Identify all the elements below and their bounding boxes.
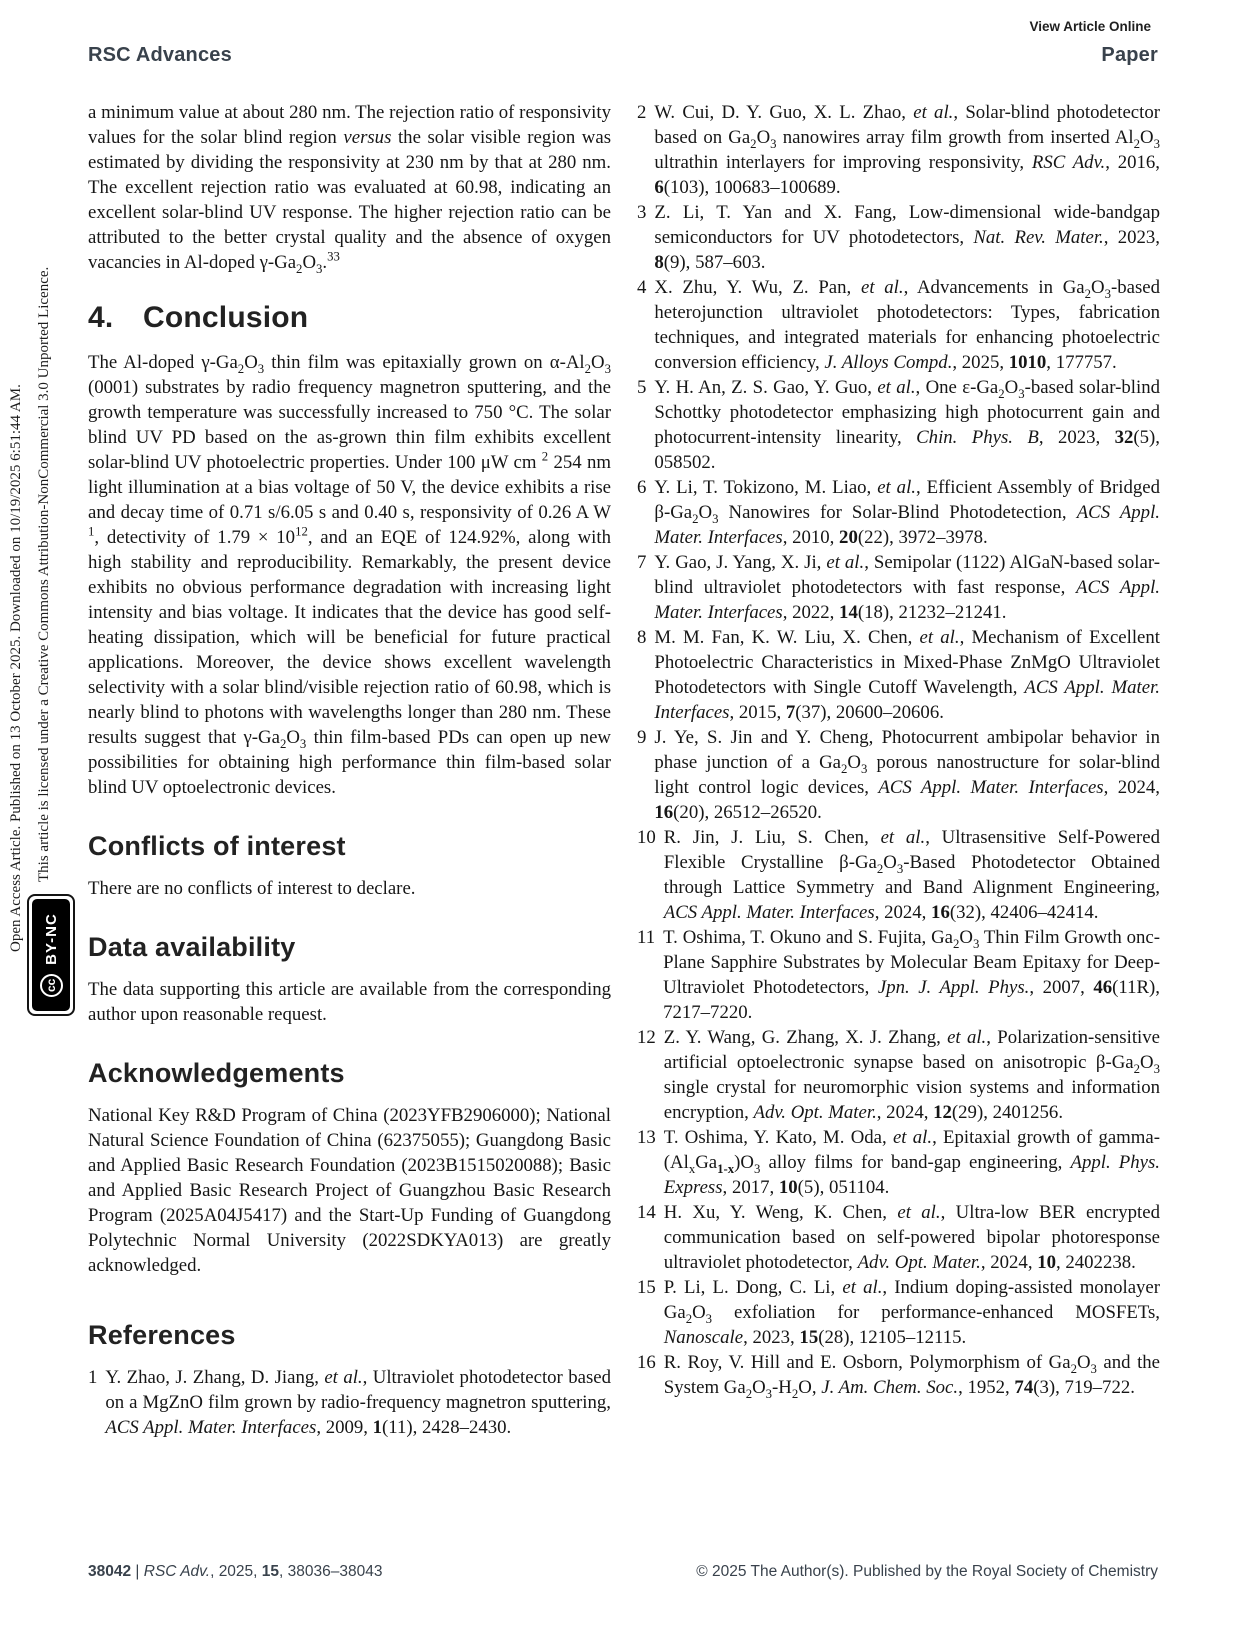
reference-item	[637, 625, 1160, 725]
reference-text: P. Li, L. Dong, C. Li, et al., Indium doping-assisted monolayer $Ga_2O_3$ exfoliation for performance-enhanced MOSFETs, Nanoscale, 2023, 15(28), 12105–12115.	[663, 1277, 1161, 1348]
reference-text: R. Jin, J. Liu, S. Chen, et al., Ultrasensitive Self-Powered Flexible Crystalline $\beta-Ga_2O_3$-Based Photodetector Obtained through Lattice Symmetry and Band Alignment Engineering, ACS Appl. Mater. Interfaces, 2024, 16(32), 42406–42414.	[663, 827, 1160, 923]
reference-number: 13	[637, 1127, 656, 1148]
reference-number: 4	[637, 277, 647, 298]
reference-number: 1	[88, 1367, 98, 1388]
reference-item	[637, 1350, 1160, 1400]
left-column	[88, 100, 611, 1440]
reference-number: 8	[637, 627, 647, 648]
right-column	[637, 100, 1160, 1400]
license-text-published: Open Access Article. Published on 13 October 2025. Downloaded on 10/19/2025 6:51:44 AM.	[8, 384, 24, 952]
reference-number: 15	[637, 1277, 656, 1298]
reference-text: J. Ye, S. Jin and Y. Cheng, Photocurrent ambipolar behavior in phase junction of a $Ga_2O_3$ porous nanostructure for solar-blind light control logic devices, ACS Appl. Mater. Interfaces, 2024, 16(20), 26512–26520.	[654, 727, 1160, 823]
reference-number: 5	[637, 377, 647, 398]
reference-item	[637, 1125, 1160, 1200]
reference-list-right	[637, 100, 1160, 1400]
reference-number: 12	[637, 1027, 656, 1048]
reference-number: 16	[637, 1352, 656, 1373]
conclusion-heading-number: 4.	[88, 301, 114, 334]
reference-number: 11	[637, 927, 656, 948]
reference-text: Y. Zhao, J. Zhang, D. Jiang, et al., Ultraviolet photodetector based on a MgZnO film grown by radio-frequency magnetron sputtering, ACS Appl. Mater. Interfaces, 2009, 1(11), 2428–2430.	[105, 1367, 611, 1438]
intro-paragraph: a minimum value at about 280 nm. The rejection ratio of responsivity values for the solar blind region versus the solar visible region was estimated by dividing the responsivity at 230 nm by that at 280 nm. The excellent rejection ratio was evaluated at 60.98, indicating an excellent solar-blind UV response. The higher rejection ratio can be attributed to the better crystal quality and the absence of oxygen vacancies in Al-doped $\gamma-Ga_2O_3.^{33}$	[88, 102, 611, 276]
reference-number: 10	[637, 827, 656, 848]
reference-item	[637, 725, 1160, 825]
reference-item	[637, 550, 1160, 625]
article-type-label: Paper	[1101, 44, 1158, 66]
conclusion-heading-title: Conclusion	[143, 301, 309, 334]
reference-number: 2	[637, 102, 647, 123]
page-footer	[88, 1563, 1158, 1581]
reference-text: R. Roy, V. Hill and E. Osborn, Polymorphism of $Ga_2O_3$ and the System $Ga_2O_3-H_2O$, J. Am. Chem. Soc., 1952, 74(3), 719–722.	[663, 1352, 1161, 1401]
journal-citation: RSC Adv., 2025, 15, 38036–38043	[143, 1563, 383, 1580]
reference-list-left	[88, 1365, 611, 1440]
reference-text: T. Oshima, T. Okuno and S. Fujita, $Ga_2O_3$ Thin Film Growth onc-Plane Sapphire Substrates by Molecular Beam Epitaxy for Deep-Ultraviolet Photodetectors, Jpn. J. Appl. Phys., 2007, 46(11R), 7217–7220.	[663, 927, 1161, 1023]
reference-item	[637, 1200, 1160, 1275]
reference-item	[637, 825, 1160, 925]
footer-citation	[88, 1563, 382, 1581]
reference-text: X. Zhu, Y. Wu, Z. Pan, et al., Advancements in $Ga_2O_3$-based heterojunction ultraviolet photodetectors: Types, fabrication techniques, and integrated materials for enhancing photoelectric conversion efficiency, J. Alloys Compd., 2025, 1010, 177757.	[654, 277, 1160, 373]
data-availability-paragraph: The data supporting this article are available from the corresponding author upon reasonable request.	[88, 979, 611, 1025]
acknowledgements-heading: Acknowledgements	[88, 1058, 345, 1088]
cc-badge-inner	[32, 899, 70, 1011]
conflicts-heading: Conflicts of interest	[88, 831, 346, 861]
reference-number: 7	[637, 552, 647, 573]
conclusion-paragraph: The Al-doped $\gamma-Ga_2O_3$ thin film was epitaxially grown on $\alpha-Al_2O_3$ (0001) substrates by radio frequency magnetron sputtering, and the growth temperature was successfully increased to 750 °C. The solar blind UV PD based on the as-grown thin film exhibits excellent solar-blind UV photoelectric properties. Under 100 μW cm $^2$ 254 nm light illumination at a bias voltage of 50 V, the device exhibits a rise and decay time of 0.71 s/6.05 s and 0.40 s, responsivity of 0.26 A W $^1$, detectivity of $1.79 \times 10^{12}$, and an EQE of 124.92%, along with high stability and reproducibility. Remarkably, the present device exhibits no obvious performance degradation with increasing light intensity and bias voltage. It indicates that the device has good self-heating dissipation, which will be beneficial for future practical applications. Moreover, the device shows excellent wavelength selectivity with a solar blind/visible rejection ratio of 60.98, which is nearly blind to photons with wavelengths longer than 280 nm. These results suggest that $\gamma-Ga_2O_3$ thin film-based PDs can open up new possibilities for obtaining high performance thin film-based solar blind UV optoelectronic devices.	[88, 352, 611, 798]
reference-number: 3	[637, 202, 647, 223]
conclusion-heading	[88, 301, 611, 335]
reference-item	[637, 100, 1160, 200]
reference-text: Y. Li, T. Tokizono, M. Liao, et al., Efficient Assembly of Bridged $\beta-Ga_2O_3$ Nanowires for Solar-Blind Photodetection, ACS Appl. Mater. Interfaces, 2010, 20(22), 3972–3978.	[654, 477, 1161, 548]
reference-item	[637, 275, 1160, 375]
license-text-creative-commons: This article is licensed under a Creative Commons Attribution-NonCommercial 3.0 Unported Licence.	[36, 266, 52, 882]
references-heading: References	[88, 1320, 236, 1350]
page-number: 38042	[88, 1563, 132, 1580]
conflicts-paragraph: There are no conflicts of interest to declare.	[88, 878, 416, 899]
reference-item	[637, 1025, 1160, 1125]
reference-item	[637, 375, 1160, 475]
cc-badge-label: BY-NC	[42, 913, 60, 965]
reference-text: Y. Gao, J. Yang, X. Ji, et al., Semipolar (1122) AlGaN-based solar-blind ultraviolet photodetectors with fast response, ACS Appl. Mater. Interfaces, 2022, 14(18), 21232–21241.	[654, 552, 1160, 623]
reference-text: T. Oshima, Y. Kato, M. Oda, et al., Epitaxial growth of gamma-$(Al_xGa_{1-x})O_3$ alloy films for band-gap engineering, Appl. Phys. Express, 2017, 10(5), 051104.	[663, 1127, 1160, 1198]
footer-separator: |	[131, 1563, 144, 1580]
reference-text: Y. H. An, Z. S. Gao, Y. Guo, et al., One $\varepsilon-Ga_2O_3$-based solar-blind Schottky photodetector emphasizing high photocurrent gain and photocurrent-intensity linearity, Chin. Phys. B, 2023, 32(5), 058502.	[654, 377, 1160, 473]
cc-badge-frame	[27, 894, 75, 1016]
reference-text: M. M. Fan, K. W. Liu, X. Chen, et al., Mechanism of Excellent Photoelectric Characteristics in Mixed-Phase ZnMgO Ultraviolet Photodetectors with Single Cutoff Wavelength, ACS Appl. Mater. Interfaces, 2015, 7(37), 20600–20606.	[654, 627, 1160, 723]
reference-number: 9	[637, 727, 647, 748]
cc-icon: cc	[40, 974, 63, 997]
reference-item	[637, 200, 1160, 275]
reference-item	[637, 1275, 1160, 1350]
reference-text: Z. Li, T. Yan and X. Fang, Low-dimensional wide-bandgap semiconductors for UV photodetectors, Nat. Rev. Mater., 2023, 8(9), 587–603.	[654, 202, 1160, 273]
cc-by-nc-badge[interactable]	[27, 894, 75, 1016]
acknowledgements-paragraph: National Key R&D Program of China (2023YFB2906000); National Natural Science Foundation of China (62375055); Guangdong Basic and Applied Basic Research Foundation (2023B1515020088); Basic and Applied Basic Research Project of Guangzhou Basic Research Program (2025A04J5417) and the Start-Up Funding of Guangdong Polytechnic Normal University (2022SDKYA013) are greatly acknowledged.	[88, 1105, 611, 1276]
reference-number: 6	[637, 477, 647, 498]
reference-item	[88, 1365, 611, 1440]
data-availability-heading: Data availability	[88, 932, 296, 962]
journal-name: RSC Advances	[88, 44, 232, 66]
reference-item	[637, 475, 1160, 550]
reference-text: Z. Y. Wang, G. Zhang, X. J. Zhang, et al., Polarization-sensitive artificial optoelectronic synapse based on anisotropic $\beta-Ga_2O_3$ single crystal for neuromorphic vision systems and information encryption, Adv. Opt. Mater., 2024, 12(29), 2401256.	[663, 1027, 1160, 1123]
reference-text: H. Xu, Y. Weng, K. Chen, et al., Ultra-low BER encrypted communication based on self-powered bipolar photoresponse ultraviolet photodetector, Adv. Opt. Mater., 2024, 10, 2402238.	[663, 1202, 1160, 1273]
reference-number: 14	[637, 1202, 656, 1223]
reference-item	[637, 925, 1160, 1025]
copyright-notice: © 2025 The Author(s). Published by the Royal Society of Chemistry	[696, 1563, 1158, 1580]
reference-text: W. Cui, D. Y. Guo, X. L. Zhao, et al., Solar-blind photodetector based on $Ga_2O_3$ nanowires array film growth from inserted $Al_2O_3$ ultrathin interlayers for improving responsivity, RSC Adv., 2016, 6(103), 100683–100689.	[654, 102, 1160, 198]
view-article-online-link[interactable]: View Article Online	[1029, 19, 1151, 34]
